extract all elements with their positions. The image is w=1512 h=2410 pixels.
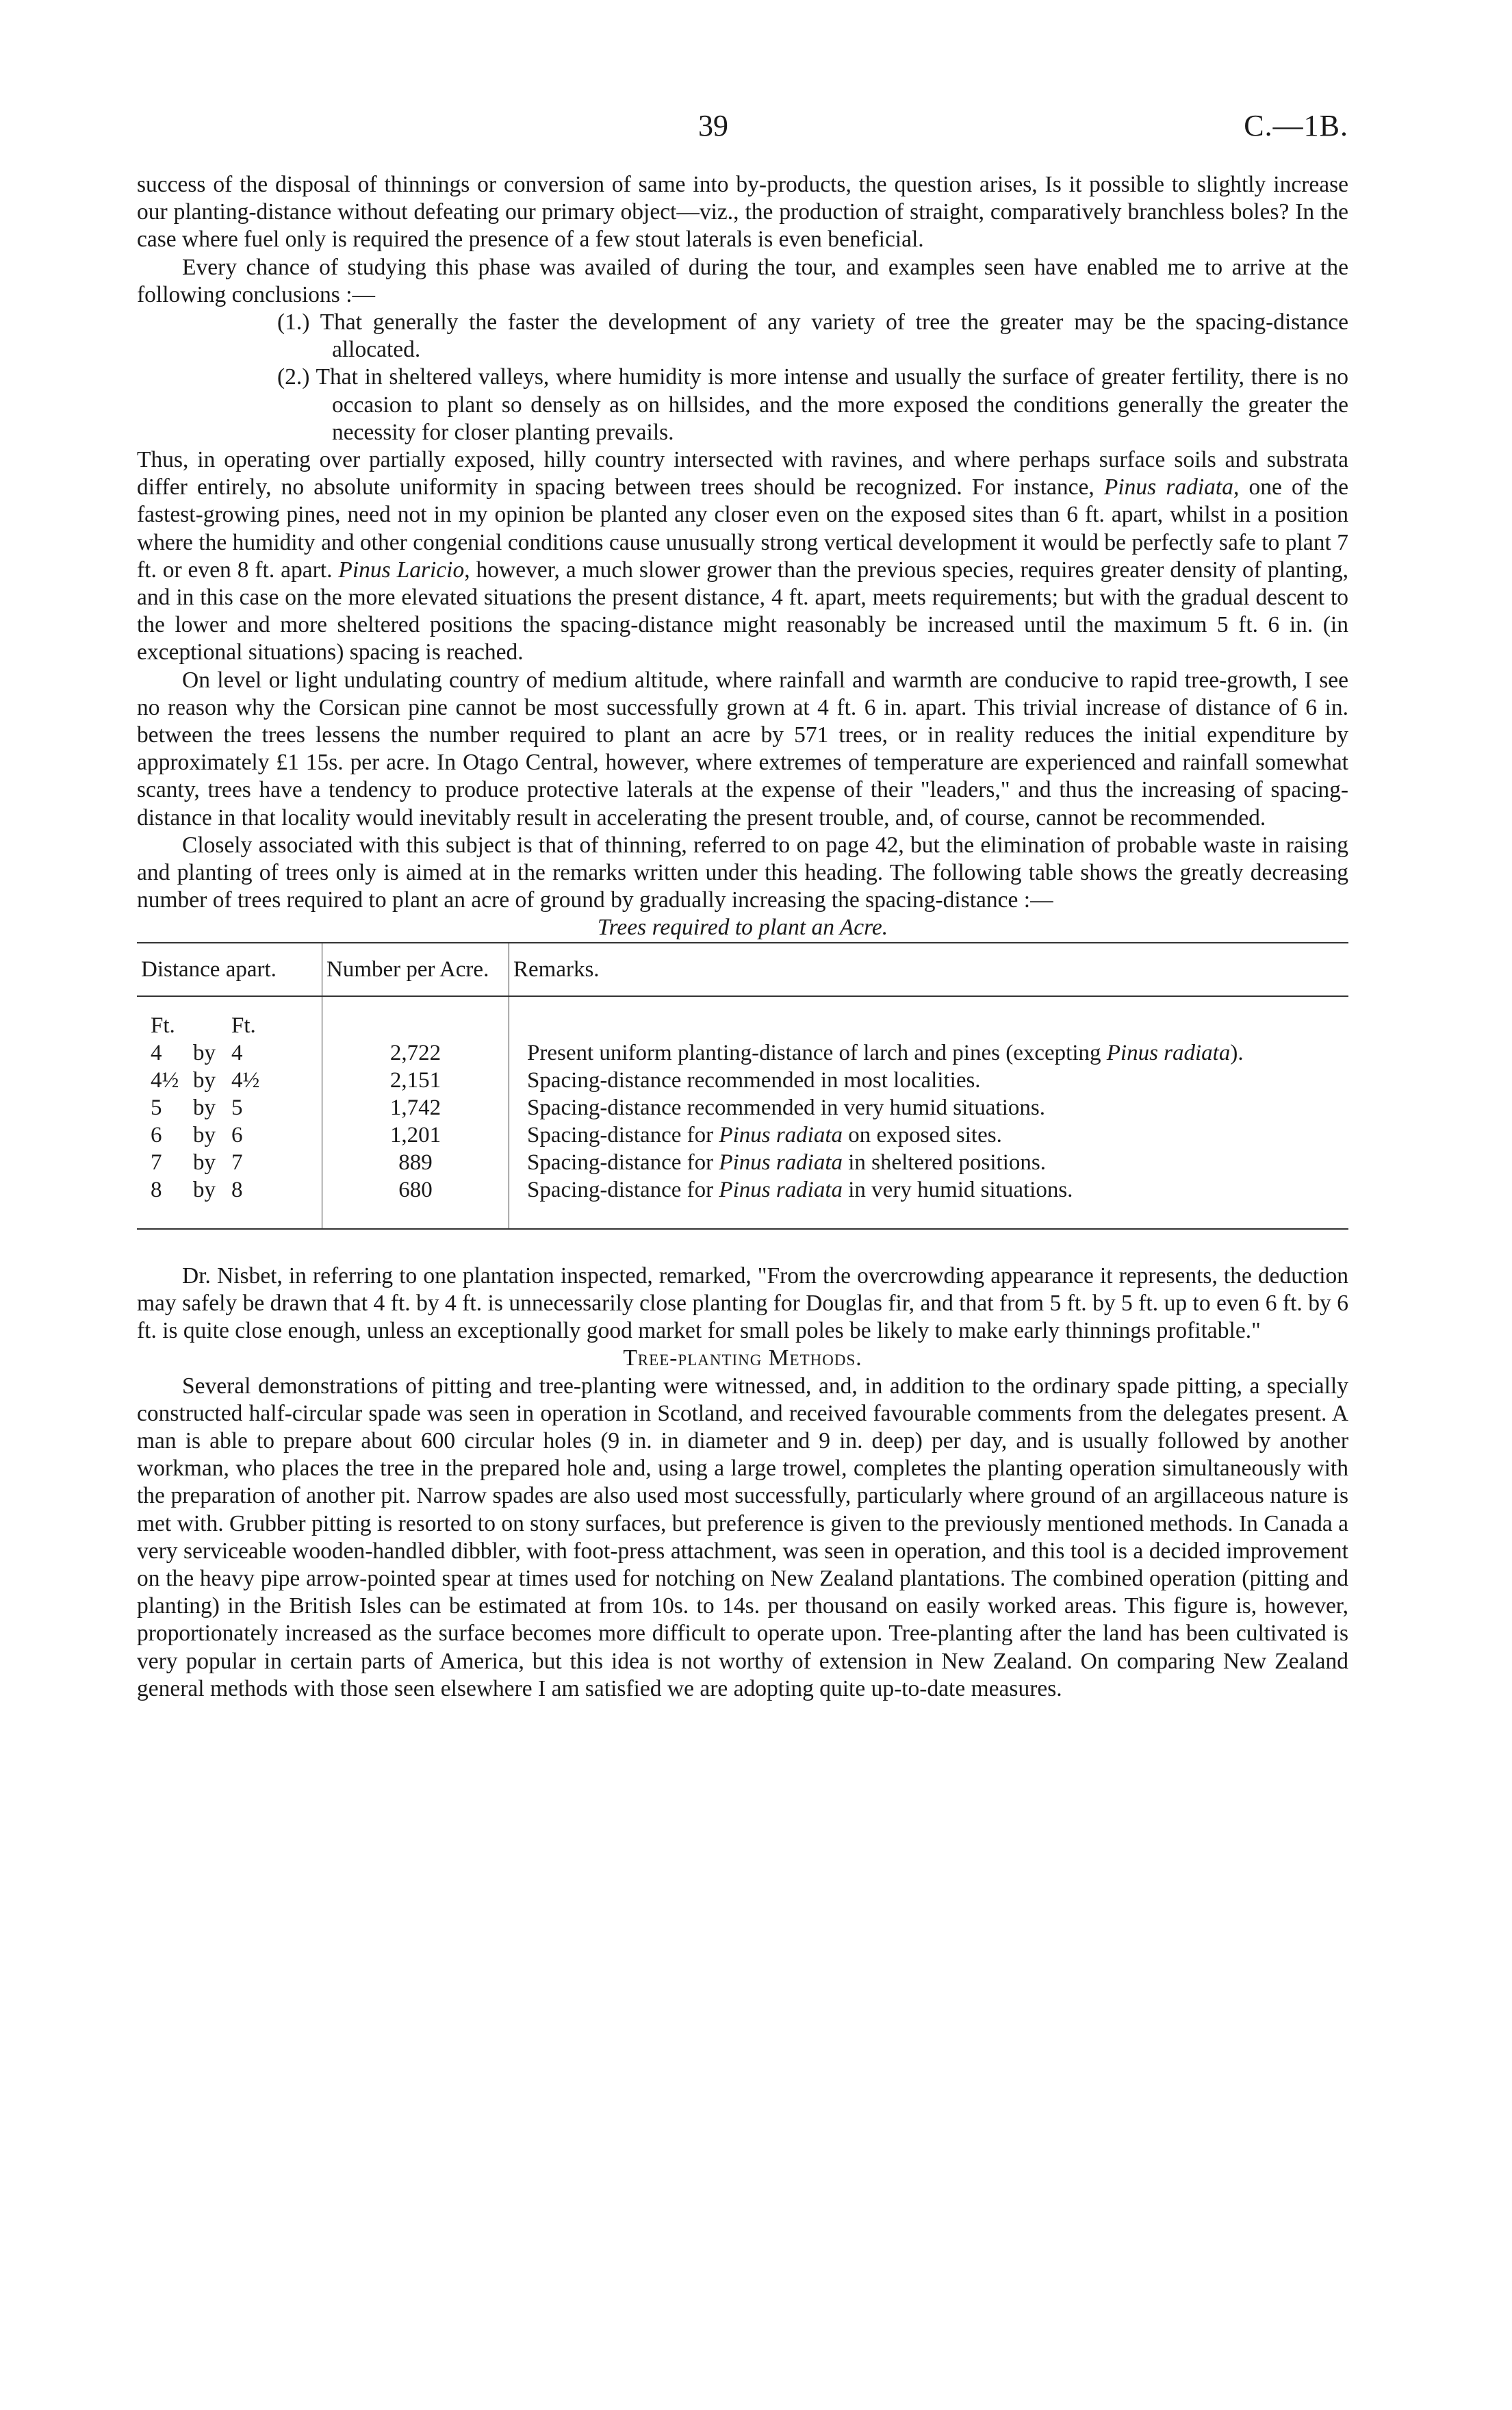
table-title: Trees required to plant an Acre. xyxy=(597,915,888,941)
table-row xyxy=(137,1149,1348,1176)
species-name: Pinus radiata xyxy=(719,1177,843,1202)
distance-cell xyxy=(137,1176,322,1229)
distance-cell xyxy=(137,1094,322,1121)
remark-text: Present uniform planting-distance of larch and pines (excepting xyxy=(527,1040,1107,1065)
remark-text: in sheltered positions. xyxy=(843,1150,1046,1175)
species-name: Pinus radiata xyxy=(1106,1040,1231,1065)
units-cell xyxy=(137,996,322,1039)
distance-by: by xyxy=(193,1067,216,1093)
number-cell: 1,201 xyxy=(322,1121,509,1149)
paragraph-planting-methods: Several demonstrations of pitting and tree-planting were witnessed, and, in addition to the ordinary spade pitting, a specially constructed half-circular spade was seen in operation in Scotland, and received favourable comments from the delegates present. A man is able to prepare about 600 circular holes (9 in. in diameter and 9 in. deep) per day, and is usually followed by another workman, who places the tree in the prepared hole and, using a large trowel, completes the planting operation simultaneously with the preparation of another pit. Narrow spades are also used most successfully, particularly where ground of an argillaceous nature is met with. Grubber pitting is resorted to on stony surfaces, but preference is given to the previously mentioned methods. In Canada a very serviceable wooden-handled dibbler, with foot-press attachment, was seen in operation, and this tool is a decided improvement on the heavy pipe arrow-pointed spear at times used for notching on New Zealand plantations. The combined operation (pitting and planting) in the British Isles can be estimated at from 10s. to 14s. per thousand on easily worked areas. This figure is, however, proportionately increased as the surface becomes more difficult to operate upon. Tree-planting after the land has been cultivated is very popular in certain parts of America, but this idea is not worthy of extension in New Zealand. On comparing New Zealand general methods with those seen elsewhere I am satisfied we are adopting quite up-to-date measures. xyxy=(137,1373,1348,1701)
units-row xyxy=(137,996,1348,1039)
paragraph-nisbet-quote: Dr. Nisbet, in referring to one plantation inspected, remarked, "From the overcrowding appearance it represents, the deduction may safely be drawn that 4 ft. by 4 ft. is unnecessarily close planting for Douglas fir, and that from 5 ft. by 5 ft. up to even 6 ft. by 6 ft. is quite close enough, unless an exceptionally good market for small poles be likely to make early thinnings profitable." xyxy=(137,1263,1348,1344)
distance-cell xyxy=(137,1149,322,1176)
distance-a: 4½ xyxy=(151,1067,179,1093)
remarks-cell xyxy=(509,1176,1349,1229)
conclusion-item-1 xyxy=(137,309,1348,364)
paragraph-conclusions-intro: Every chance of studying this phase was availed of during the tour, and examples seen have enabled me to arrive at the following conclusions :— xyxy=(137,254,1348,307)
species-name: Pinus radiata xyxy=(1103,474,1233,500)
body-text xyxy=(137,171,1348,1703)
distance-b: 4 xyxy=(231,1040,243,1065)
distance-b: 7 xyxy=(231,1150,243,1175)
table-header-row xyxy=(137,943,1348,996)
number-cell: 2,151 xyxy=(322,1067,509,1094)
remark-text: Spacing-distance for xyxy=(527,1177,719,1202)
remarks-cell xyxy=(509,1149,1349,1176)
remark-text: Spacing-distance recommended in very humid situations. xyxy=(527,1095,1045,1120)
remarks-cell xyxy=(509,1067,1349,1094)
distance-by: by xyxy=(193,1040,216,1065)
remark-text: ). xyxy=(1230,1040,1244,1065)
conclusion-item-2 xyxy=(137,364,1348,446)
section-heading: Tree-planting Methods. xyxy=(623,1345,862,1371)
conclusion-number-2: (2.) xyxy=(277,364,310,390)
distance-by: by xyxy=(193,1177,216,1202)
unit-a: Ft. xyxy=(151,1013,175,1038)
distance-a: 4 xyxy=(151,1040,162,1065)
header-number: Number per Acre. xyxy=(322,943,509,996)
distance-by: by xyxy=(193,1122,216,1147)
trees-per-acre-table xyxy=(137,942,1348,1230)
table-row xyxy=(137,1039,1348,1067)
paragraph-level-country: On level or light undulating country of medium altitude, where rainfall and warmth are conducive to rapid tree-growth, I see no reason why the Corsican pine cannot be most successfully grown at 4 ft. 6 in. apart. This trivial increase of distance of 6 in. between the trees lessens the number required to plant an acre by 571 trees, or in reality reduces the initial expenditure by approximately £1 15s. per acre. In Otago Central, however, where extremes of temperature are experienced and rainfall somewhat scanty, trees have a tendency to produce protective laterals at the expense of their "leaders," and thus the increasing of spacing-distance in that locality would inevitably result in accelerating the present trouble, and, of course, cannot be recommended. xyxy=(137,667,1348,830)
distance-a: 7 xyxy=(151,1150,162,1175)
remarks-cell xyxy=(509,1094,1349,1121)
distance-b: 5 xyxy=(231,1095,243,1120)
number-cell: 889 xyxy=(322,1149,509,1176)
remark-text: on exposed sites. xyxy=(843,1122,1002,1147)
page-number: 39 xyxy=(698,109,728,142)
distance-b: 8 xyxy=(231,1177,243,1202)
remark-text: Spacing-distance for xyxy=(527,1122,719,1147)
text-run: , one of the fastest-growing pines, need not in my opinion be planted any closer even on the exposed sites than 6 ft. apart, whilst in a position where the humidity and other congenial conditions cause unusually strong vertical development it would be perfectly safe to plant 7 ft. or even 8 ft. apart. xyxy=(137,474,1348,583)
species-name: Pinus Laricio xyxy=(338,557,465,583)
remarks-cell xyxy=(509,1121,1349,1149)
remark-text: Spacing-distance recommended in most localities. xyxy=(527,1067,981,1093)
number-cell: 680 xyxy=(322,1176,509,1229)
paragraph-continuation: success of the disposal of thinnings or conversion of same into by-products, the question arises, Is it possible to slightly increase our planting-distance without defeating our primary object—viz., the production of straight, comparatively branchless boles? In the case where fuel only is required the presence of a few stout laterals is even beneficial. xyxy=(137,172,1348,253)
number-cell: 2,722 xyxy=(322,1039,509,1067)
distance-b: 4½ xyxy=(231,1067,260,1093)
distance-by: by xyxy=(193,1150,216,1175)
remark-text: Spacing-distance for xyxy=(527,1150,719,1175)
header-distance: Distance apart. xyxy=(137,943,322,996)
text-run: Thus, in operating over partially exposed, hilly country intersected with ravines, and where perhaps surface soils and substrata differ entirely, no absolute uniformity in spacing between trees should be recognized. For instance, xyxy=(137,447,1348,500)
text-run: , however, a much slower grower than the previous species, requires greater density of planting, and in this case on the more elevated situations the present distance, 4 ft. apart, meets requirements; but with the gradual descent to the lower and more sheltered positions the spacing-distance might reasonably be increased until the maximum 5 ft. 6 in. (in exceptional situations) spacing is reached. xyxy=(137,557,1348,665)
distance-by: by xyxy=(193,1095,216,1120)
table-row xyxy=(137,1176,1348,1229)
document-code: C.—1B. xyxy=(1244,109,1348,142)
table-row xyxy=(137,1121,1348,1149)
header-remarks: Remarks. xyxy=(509,943,1349,996)
distance-cell xyxy=(137,1067,322,1094)
species-name: Pinus radiata xyxy=(719,1150,843,1175)
paragraph-thinning: Closely associated with this subject is that of thinning, referred to on page 42, but the elimination of probable waste in raising and planting of trees only is aimed at in the remarks written under this heading. The following table shows the greatly decreasing number of trees required to plant an acre of ground by gradually increasing the spacing-distance :— xyxy=(137,832,1348,913)
distance-cell xyxy=(137,1039,322,1067)
distance-cell xyxy=(137,1121,322,1149)
species-name: Pinus radiata xyxy=(719,1122,843,1147)
table-row xyxy=(137,1067,1348,1094)
distance-a: 5 xyxy=(151,1095,162,1120)
conclusion-number-1: (1.) xyxy=(277,309,310,335)
distance-b: 6 xyxy=(231,1122,243,1147)
remark-text: in very humid situations. xyxy=(843,1177,1073,1202)
conclusion-text-1: That generally the faster the development of any variety of tree the greater may be the spacing-distance allocated. xyxy=(320,309,1348,363)
paragraph-spacing-hilly xyxy=(137,446,1348,667)
distance-a: 6 xyxy=(151,1122,162,1147)
number-cell: 1,742 xyxy=(322,1094,509,1121)
conclusion-text-2: That in sheltered valleys, where humidity is more intense and usually the surface of greater fertility, there is no occasion to plant so densely as on hillsides, and the more exposed the conditions generally the greater the necessity for closer planting prevails. xyxy=(316,364,1348,445)
table-row xyxy=(137,1094,1348,1121)
distance-a: 8 xyxy=(151,1177,162,1202)
unit-b: Ft. xyxy=(231,1013,256,1038)
remarks-cell xyxy=(509,1039,1349,1067)
